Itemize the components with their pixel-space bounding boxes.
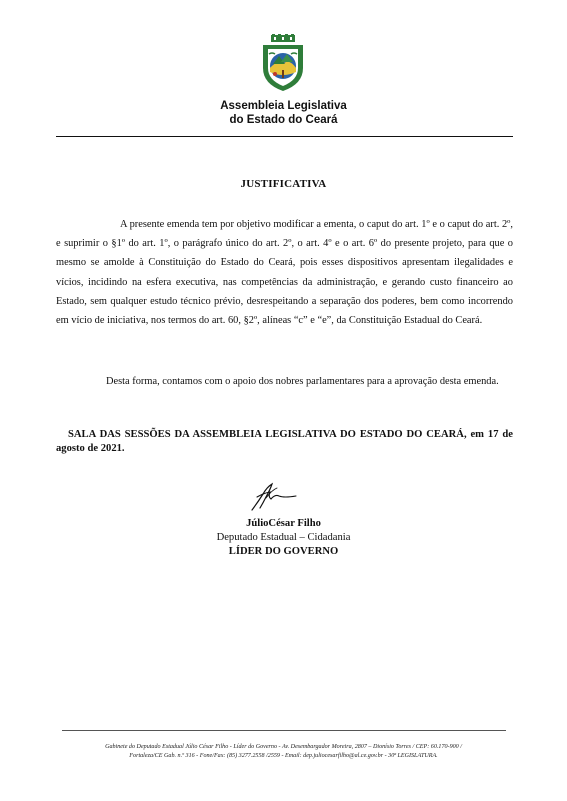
handwritten-signature [246, 480, 302, 514]
body-paragraph-1: A presente emenda tem por objetivo modificar a ementa, o caput do art. 1º e o caput do art. 2º, e suprimir o §1º do art. 1º, o parágrafo único do art. 2º, o art. 4º e o art. 6º do presente projeto, para que o mesmo se amolde à Constituição do Estado do Ceará, pois esses dispositivos apresentam ilegalidades e vícios, incidindo na esfera executiva, nas competências da administração, e gerando custo financeiro ao Estado, sem qualquer estudo técnico prévio, desrespeitando a separação dos poderes, bem como incorrendo em vício de iniciativa, nos termos do art. 60, §2º, alíneas “c” e “e”, da Constituição Estadual do Ceará. [56, 219, 513, 327]
signatory-role: Deputado Estadual – Cidadania [216, 532, 351, 543]
institution-name-line1: Assembleia Legislativa [220, 100, 347, 112]
header-divider [56, 136, 513, 137]
footer-divider [62, 730, 506, 731]
body-paragraph-2: Desta forma, contamos com o apoio dos nobres parlamentares para a aprovação desta emenda. [106, 376, 499, 387]
signatory-title: LÍDER DO GOVERNO [228, 546, 339, 557]
footer-address-line1: Gabinete do Deputado Estadual Júlio César Filho - Líder do Governo - Av. Desembargador Moreira, 2807 – Dionísio Torres / CEP: 60.170-900 / [105, 744, 462, 750]
footer-address-line2: Fortaleza/CE Gab. n.º 316 - Fone/Fax: (85) 3277.2558 /2559 - Email: dep.juliocesarfilho@al.ce.gov.br - 30ª LEGISLATURA. [129, 753, 438, 759]
coat-of-arms-ceara-icon [259, 34, 307, 92]
signatory-name: JúlioCésar Filho [246, 518, 321, 529]
closing-statement: SALA DAS SESSÕES DA ASSEMBLEIA LEGISLATIVA DO ESTADO DO CEARÁ, em 17 de agosto de 2021. [56, 429, 513, 454]
document-heading: JUSTIFICATIVA [240, 178, 327, 190]
institution-name-line2: do Estado do Ceará [229, 114, 338, 126]
